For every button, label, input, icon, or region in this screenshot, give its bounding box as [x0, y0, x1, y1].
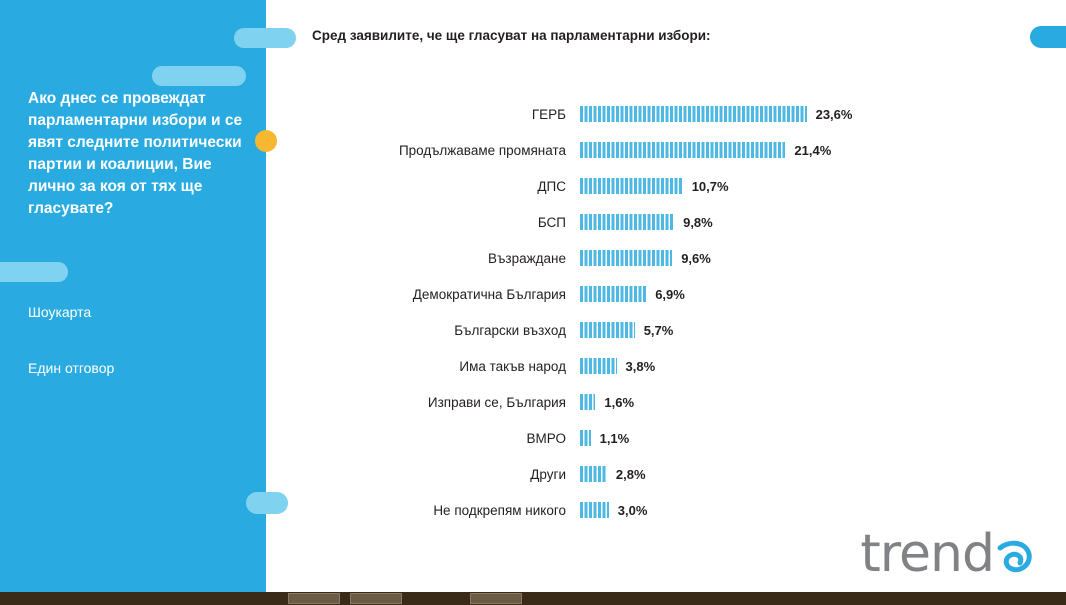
showcard-label: Шоукарта [28, 304, 92, 320]
bar [580, 466, 607, 482]
value-label: 1,1% [599, 430, 630, 446]
category-label: БСП [537, 214, 566, 230]
value-label: 10,7% [691, 178, 729, 194]
category-label: Други [530, 466, 566, 482]
category-label: Има такъв народ [459, 358, 566, 374]
taskbar-item-1[interactable] [288, 593, 340, 604]
value-label: 21,4% [794, 142, 832, 158]
category-label: Не подкрепям никого [433, 502, 566, 518]
decorative-pill-3 [0, 262, 68, 282]
category-label: ГЕРБ [531, 106, 566, 122]
value-label: 23,6% [815, 106, 853, 122]
chart-row [266, 276, 1066, 312]
decorative-pill-2 [152, 66, 246, 86]
category-label: ВМРО [526, 430, 566, 446]
bar-wrap [580, 214, 713, 230]
taskbar-item-2[interactable] [350, 593, 402, 604]
chart-title: Сред заявилите, че ще гласуват на парламентарни избори: [312, 28, 711, 43]
value-label: 5,7% [643, 322, 674, 338]
chart-row [266, 204, 1066, 240]
chart-row [266, 420, 1066, 456]
chart-row [266, 312, 1066, 348]
question-text: Ако днес се провеждат парламентарни избори и се явят следните политически партии и коалиции, Вие лично за коя от тях ще гласувате? [28, 90, 243, 217]
bar [580, 430, 591, 446]
bar [580, 250, 672, 266]
chart-area [266, 0, 1066, 592]
bar [580, 106, 807, 122]
chart-row [266, 168, 1066, 204]
category-label: Продължаваме промяната [398, 142, 566, 158]
chart-row [266, 456, 1066, 492]
bar [580, 322, 635, 338]
category-label: Български възход [454, 322, 566, 338]
bar-wrap [580, 106, 852, 122]
bar [580, 286, 646, 302]
bar [580, 358, 617, 374]
bar-wrap [580, 322, 673, 338]
bar [580, 394, 595, 410]
left-panel [0, 0, 266, 592]
category-label: Изправи се, България [427, 394, 566, 410]
chart-row [266, 384, 1066, 420]
category-label: Демократична България [412, 286, 566, 302]
bar-wrap [580, 142, 831, 158]
bar-wrap [580, 358, 655, 374]
value-label: 3,0% [617, 502, 648, 518]
bar-wrap [580, 430, 629, 446]
bar [580, 178, 683, 194]
single-answer-label: Един отговор [28, 360, 115, 376]
bar-wrap [580, 394, 634, 410]
chart-row [266, 132, 1066, 168]
value-label: 3,8% [625, 358, 656, 374]
value-label: 1,6% [604, 394, 635, 410]
bar-wrap [580, 466, 646, 482]
bar-wrap [580, 178, 729, 194]
value-label: 9,8% [683, 214, 713, 230]
bar [580, 142, 785, 158]
bar-wrap [580, 286, 685, 302]
bar-chart-rows [266, 96, 1066, 528]
taskbar[interactable] [0, 592, 1066, 605]
chart-row [266, 348, 1066, 384]
category-label: Възраждане [487, 250, 566, 266]
value-label: 2,8% [615, 466, 646, 482]
value-label: 9,6% [681, 250, 711, 266]
swoosh-icon [996, 538, 1032, 574]
value-label: 6,9% [655, 286, 685, 302]
taskbar-item-3[interactable] [470, 593, 522, 604]
brand-logo-text: trend [860, 523, 994, 584]
bar-wrap [580, 502, 647, 518]
bar [580, 214, 674, 230]
chart-row [266, 240, 1066, 276]
chart-row [266, 492, 1066, 528]
category-label: ДПС [537, 178, 566, 194]
brand-logo [860, 523, 1032, 584]
bar [580, 502, 609, 518]
bar-wrap [580, 250, 711, 266]
chart-row [266, 96, 1066, 132]
